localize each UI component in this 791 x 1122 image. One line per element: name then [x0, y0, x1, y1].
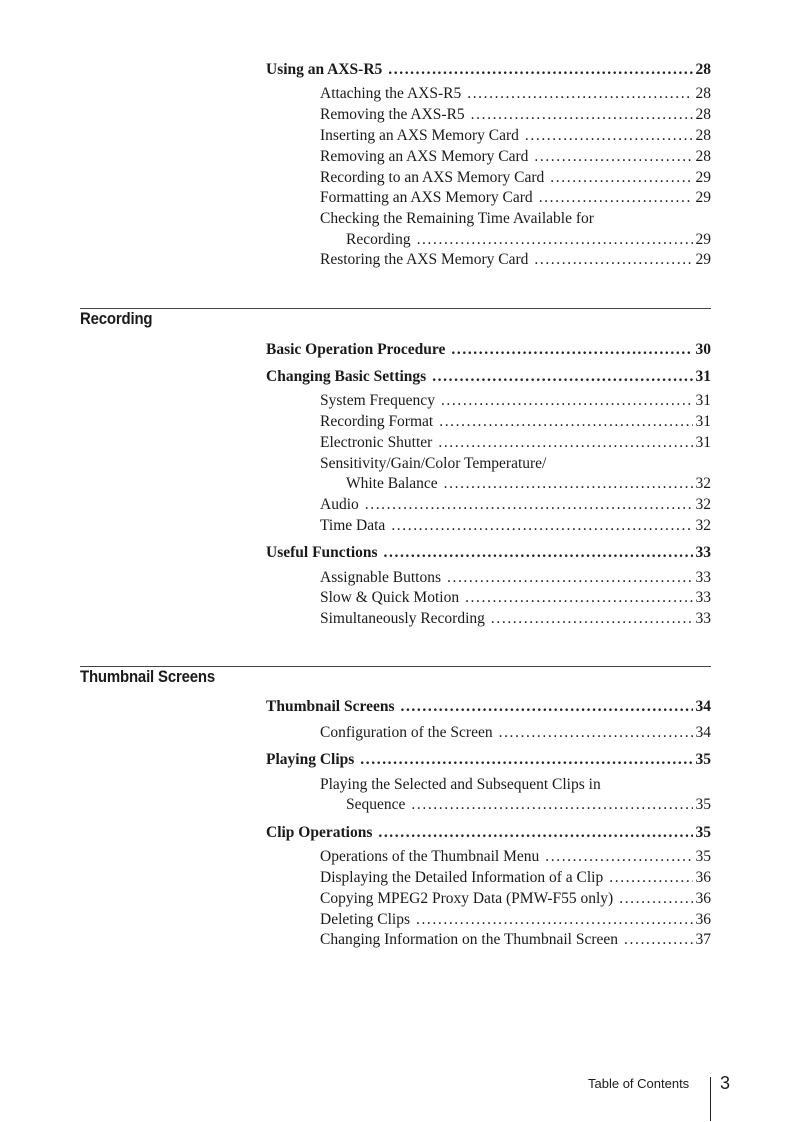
toc-entry[interactable]: Operations of the Thumbnail Menu ..... 35	[320, 847, 711, 867]
toc-entry[interactable]: Electronic Shutter ..... 31	[320, 433, 711, 453]
toc-entry[interactable]: Changing Information on the Thumbnail Screen ..... 37	[320, 930, 711, 950]
toc-entry[interactable]: Formatting an AXS Memory Card ..... 29	[320, 188, 711, 208]
toc-entry[interactable]: Attaching the AXS-R5 ..... 28	[320, 84, 711, 104]
section-heading-thumbnail-screens: Thumbnail Screens	[80, 667, 216, 686]
toc-entry[interactable]: Configuration of the Screen ..... 34	[320, 723, 711, 743]
toc-entry[interactable]: Inserting an AXS Memory Card ..... 28	[320, 126, 711, 146]
toc-entry[interactable]: Removing the AXS-R5 ..... 28	[320, 105, 711, 125]
page-number: 3	[720, 1073, 731, 1093]
toc-entry[interactable]: Recording Format ..... 31	[320, 412, 711, 432]
toc-entry[interactable]: Changing Basic Settings ..... 31	[266, 367, 711, 387]
toc-entry[interactable]: Slow & Quick Motion ..... 33	[320, 588, 711, 608]
section-divider	[80, 308, 711, 309]
toc-entry[interactable]: Removing an AXS Memory Card ..... 28	[320, 147, 711, 167]
toc-entry[interactable]: Clip Operations ..... 35	[266, 823, 711, 843]
toc-entry[interactable]: Time Data ..... 32	[320, 516, 711, 536]
toc-entry[interactable]: Copying MPEG2 Proxy Data (PMW-F55 only) ..... 36	[320, 889, 711, 909]
toc-entry[interactable]: System Frequency ..... 31	[320, 391, 711, 411]
toc-entry[interactable]: Playing Clips ..... 35	[266, 750, 711, 770]
toc-entry[interactable]: White Balance ..... 32	[346, 474, 711, 494]
toc-entry[interactable]: Useful Functions ..... 33	[266, 543, 711, 563]
toc-entry-line[interactable]: Playing the Selected and Subsequent Clips in	[320, 776, 601, 793]
toc-entry[interactable]: Simultaneously Recording ..... 33	[320, 609, 711, 629]
toc-entry[interactable]: Displaying the Detailed Information of a Clip ..... 36	[320, 868, 711, 888]
toc-entry[interactable]: Sequence ..... 35	[346, 795, 711, 815]
toc-entry[interactable]: Assignable Buttons ..... 33	[320, 568, 711, 588]
toc-entry[interactable]: Recording to an AXS Memory Card ..... 29	[320, 168, 711, 188]
toc-entry-line[interactable]: Checking the Remaining Time Available for	[320, 210, 594, 227]
footer-divider	[710, 1077, 711, 1121]
toc-entry[interactable]: Audio ..... 32	[320, 495, 711, 515]
toc-entry[interactable]: Using an AXS-R5 ..... 28	[266, 60, 711, 80]
toc-entry[interactable]: Deleting Clips ..... 36	[320, 910, 711, 930]
section-heading-recording: Recording	[80, 309, 153, 328]
toc-entry[interactable]: Restoring the AXS Memory Card ..... 29	[320, 250, 711, 270]
toc-entry[interactable]: Recording ..... 29	[346, 230, 711, 250]
toc-entry[interactable]: Thumbnail Screens ..... 34	[266, 697, 711, 717]
toc-entry[interactable]: Basic Operation Procedure ..... 30	[266, 340, 711, 360]
toc-entry-line[interactable]: Sensitivity/Gain/Color Temperature/	[320, 455, 547, 472]
footer-label: Table of Contents	[588, 1076, 690, 1091]
